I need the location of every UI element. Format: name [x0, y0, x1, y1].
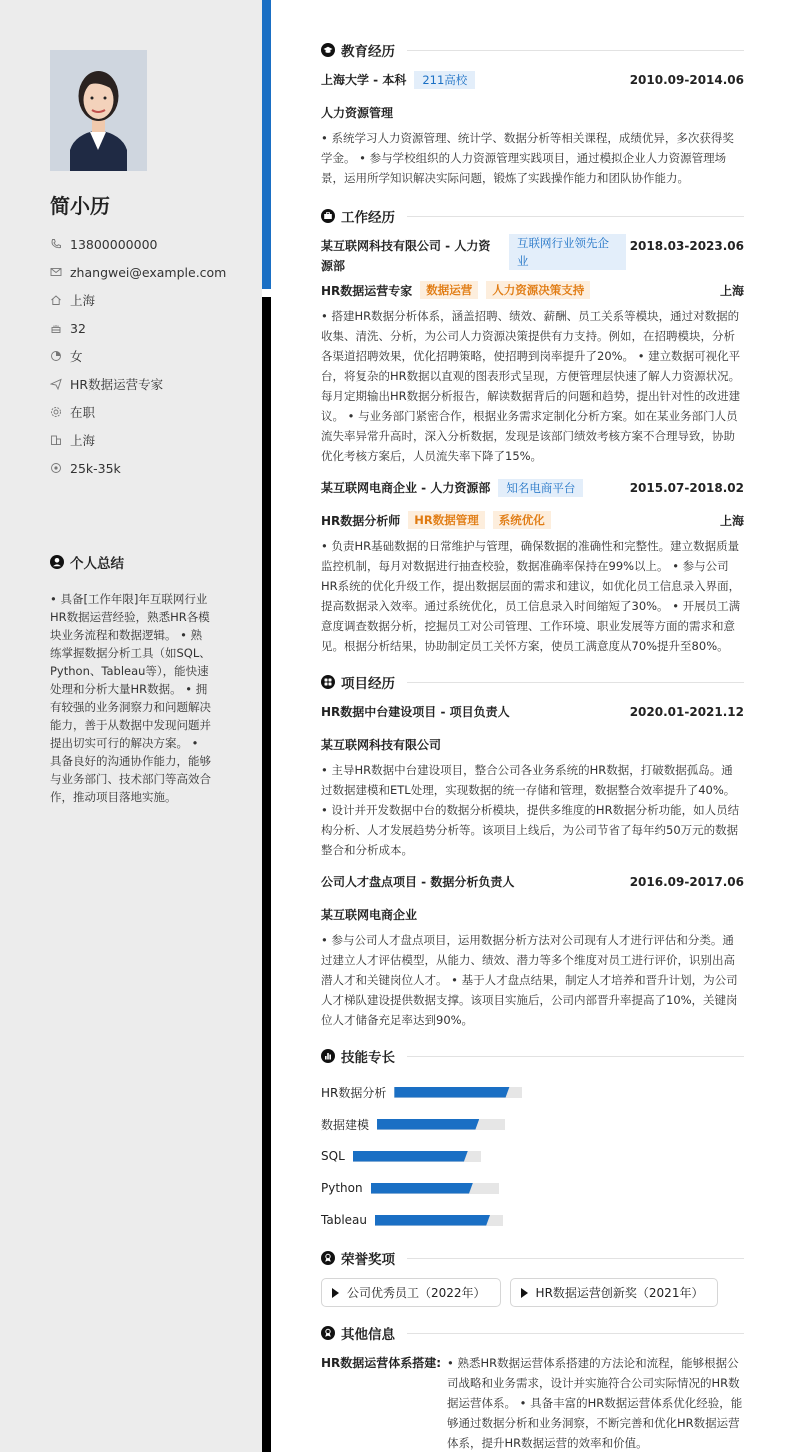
work-date: 2018.03-2023.06 [629, 239, 744, 253]
info-age [50, 314, 226, 342]
summary-text: • 具备[工作年限]年互联网行业HR数据运营经验，熟悉HR各模块业务流程和数据逻辑。 • 熟练掌握数据分析工具（如SQL、Python、Tableau等），能快速处理和分析大量HR数据。 • 拥有较强的业务洞察力和问题解决能力，善于从数据中发现问题并提出切实可行的解决方案。 • 具备良好的沟通协作能力，能够与业务部门、技术部门等高效合作，推动项目落地实施。 [50, 592, 211, 804]
projects-title: 项目经历 [341, 676, 395, 692]
info-phone-text: 13800000000 [70, 236, 158, 252]
skill-bar [371, 1183, 499, 1194]
project-name: 公司人才盘点项目 - 数据分析负责人 [321, 875, 515, 889]
skill-bar-fill [353, 1151, 468, 1162]
position-icon [50, 378, 62, 390]
skill-item [321, 1204, 538, 1236]
project-org: 某互联网科技有限公司 [321, 737, 442, 752]
education-desc: • 系统学习人力资源管理、统计学、数据分析等相关课程，成绩优异，多次获得奖学金。 • 参与学校组织的人力资源管理实践项目，通过模拟企业人力资源管理场景，运用所学知识解决实际问题，锻炼了实践操作能力和团队协作能力。 [321, 131, 734, 185]
honor-text: 公司优秀员工（2022年） [347, 1286, 486, 1300]
honors-title: 荣誉奖项 [341, 1252, 395, 1268]
project-org: 某互联网电商企业 [321, 907, 418, 922]
section-rule [407, 216, 744, 217]
major: 人力资源管理 [321, 105, 394, 120]
skill-bar-fill [394, 1087, 509, 1098]
info-home [50, 286, 226, 314]
education-entry [321, 70, 744, 188]
education-title: 教育经历 [341, 44, 395, 60]
honors-list [321, 1278, 744, 1307]
info-gender [50, 342, 226, 370]
education-heading [321, 36, 744, 64]
project-date: 2016.09-2017.06 [629, 875, 744, 889]
info-city-text: 上海 [70, 433, 96, 448]
other-label: HR数据运营体系搭建: [321, 1356, 442, 1370]
job-location: 上海 [719, 513, 744, 528]
person-icon [50, 555, 64, 569]
home-icon [50, 294, 62, 306]
work-entry [321, 236, 744, 466]
skills-title: 技能专长 [341, 1050, 395, 1066]
award-icon [321, 1326, 335, 1340]
honor-item [510, 1278, 719, 1307]
other-info [321, 1353, 744, 1452]
skill-item [321, 1076, 538, 1108]
skill-name: HR数据分析 [321, 1085, 387, 1100]
skill-name: SQL [321, 1149, 345, 1163]
company-tag: 互联网行业领先企业 [509, 234, 626, 270]
section-rule [407, 50, 744, 51]
skill-bar [377, 1119, 505, 1130]
honors-heading [321, 1244, 744, 1272]
info-city [50, 426, 226, 454]
info-phone [50, 230, 226, 258]
work-date: 2015.07-2018.02 [629, 481, 744, 495]
profile-photo [50, 50, 147, 171]
age-icon [50, 322, 62, 334]
project-entry [321, 872, 744, 1030]
info-status [50, 398, 226, 426]
info-email [50, 258, 226, 286]
skill-name: 数据建模 [321, 1117, 370, 1132]
company-tag: 知名电商平台 [498, 479, 583, 497]
sidebar [0, 0, 262, 1452]
info-salary-text: 25k-35k [70, 460, 121, 476]
divider-bar-black [262, 297, 271, 1452]
project-entry [321, 702, 744, 860]
section-rule [407, 1333, 744, 1334]
projects-heading [321, 668, 744, 696]
work-heading [321, 202, 744, 230]
status-icon [50, 406, 62, 418]
company-name: 某互联网电商企业 - 人力资源部 [321, 481, 491, 495]
skill-tag: HR数据管理 [408, 511, 484, 529]
city-icon [50, 434, 62, 446]
skill-item [321, 1172, 538, 1204]
summary-heading [50, 552, 124, 572]
skill-bar [375, 1215, 503, 1226]
job-role: HR数据分析师 [321, 513, 401, 528]
salary-icon [50, 462, 62, 474]
school-tag: 211高校 [414, 71, 475, 89]
other-title: 其他信息 [341, 1327, 395, 1343]
skills-list [321, 1076, 744, 1236]
skill-item [321, 1108, 538, 1140]
section-rule [407, 1056, 744, 1057]
play-icon [332, 1288, 339, 1298]
contact-info-list [50, 230, 226, 482]
school-name: 上海大学 - 本科 [321, 73, 407, 87]
divider-bar-blue [262, 0, 271, 289]
skill-tag: 数据运营 [420, 281, 478, 299]
other-heading [321, 1319, 744, 1347]
skill-bar-fill [371, 1183, 473, 1194]
play-icon [521, 1288, 528, 1298]
award-icon [321, 1251, 335, 1265]
skill-tag: 系统优化 [493, 511, 551, 529]
company-name: 某互联网科技有限公司 - 人力资源部 [321, 239, 491, 273]
summary-title: 个人总结 [70, 556, 124, 572]
email-icon [50, 266, 62, 278]
section-rule [407, 682, 744, 683]
main-content [321, 36, 744, 1452]
info-status-text: 在职 [70, 405, 96, 420]
other-text: • 熟悉HR数据运营体系搭建的方法论和流程，能够根据公司战略和业务需求，设计并实施符合公司实际情况的HR数据运营体系。 • 具备丰富的HR数据运营体系优化经验，能够通过数据分析和业务洞察，不断完善和优化HR数据运营体系，提升HR数据运营的效率和价值。 [447, 1356, 743, 1450]
skill-bar-fill [377, 1119, 479, 1130]
section-rule [407, 1258, 744, 1259]
skill-item [321, 1140, 538, 1172]
work-desc: • 搭建HR数据分析体系，涵盖招聘、绩效、薪酬、员工关系等模块，通过对数据的收集、清洗、分析，为公司人力资源决策提供有力支持。例如，在招聘模块，分析各渠道招聘效果，优化招聘策略，使招聘到岗率提升了20%。 • 建立数据可视化平台，将复杂的HR数据以直观的图表形式呈现，方便管理层快速了解人力资源状况。每月定期输出HR数据分析报告，解读数据背后的问题和趋势，提出针对性的改进建议。 • 与业务部门紧密合作，根据业务需求定制化分析方案。如在某业务部门人员流失率异常升高时，深入分析数据，发现是该部门绩效考核方案不合理导致，协助优化考核方案后，人员流失率下降了15%。 [321, 309, 741, 463]
skill-bar [394, 1087, 522, 1098]
bar-chart-icon [321, 1049, 335, 1063]
info-age-text: 32 [70, 320, 86, 336]
project-desc: • 主导HR数据中台建设项目，整合公司各业务系统的HR数据，打破数据孤岛。通过数据建模和ETL处理，实现数据的统一存储和管理，数据整合效率提升了40%。 • 设计并开发数据中台的数据分析模块，提供多维度的HR数据分析功能，如人员结构分析、人才发展趋势分析等。该项目上线后，为公司节省了每年约50万元的数据整合和分析成本。 [321, 763, 740, 857]
info-salary [50, 454, 226, 482]
education-date: 2010.09-2014.06 [629, 73, 744, 87]
phone-icon [50, 238, 62, 250]
info-gender-text: 女 [70, 349, 83, 364]
gender-icon [50, 350, 62, 362]
candidate-name: 简小历 [50, 194, 110, 218]
info-position [50, 370, 226, 398]
skill-name: Python [321, 1181, 363, 1195]
work-entry [321, 478, 744, 656]
work-title: 工作经历 [341, 210, 395, 226]
info-home-text: 上海 [70, 293, 96, 308]
skill-bar-fill [375, 1215, 490, 1226]
job-role: HR数据运营专家 [321, 283, 413, 298]
project-desc: • 参与公司人才盘点项目，运用数据分析方法对公司现有人才进行评估和分类。通过建立人才评估模型，从能力、绩效、潜力等多个维度对员工进行评价，识别出高潜人才和关键岗位人才。 • 基于人才盘点结果，制定人才培养和晋升计划，为公司人才梯队建设提供数据支撑。该项目实施后，公司内部晋升率提高了10%，关键岗位人才储备充足率达到90%。 [321, 933, 738, 1027]
info-email-text: zhangwei@example.com [70, 264, 227, 280]
skill-tag: 人力资源决策支持 [486, 281, 590, 299]
honor-text: HR数据运营创新奖（2021年） [535, 1286, 704, 1300]
honor-item [321, 1278, 501, 1307]
briefcase-icon [321, 209, 335, 223]
graduation-cap-icon [321, 43, 335, 57]
project-date: 2020.01-2021.12 [629, 705, 744, 719]
skill-name: Tableau [321, 1213, 367, 1227]
job-location: 上海 [719, 283, 744, 298]
grid-icon [321, 675, 335, 689]
skill-bar [353, 1151, 481, 1162]
info-position-text: HR数据运营专家 [70, 377, 164, 392]
project-name: HR数据中台建设项目 - 项目负责人 [321, 705, 510, 719]
skills-heading [321, 1042, 744, 1070]
work-desc: • 负责HR基础数据的日常维护与管理，确保数据的准确性和完整性。建立数据质量监控机制，每月对数据进行抽查校验，数据准确率保持在99%以上。 • 参与公司HR系统的优化升级工作，提出数据层面的需求和建议，如优化员工信息录入界面，提高数据录入效率。通过系统优化，员工信息录入时间缩短了30%。 • 开展员工满意度调查数据分析，挖掘员工对公司管理、工作环境、职业发展等方面的需求和意见。根据分析结果，协助制定员工关怀方案，使员工满意度从70%提升至80%。 [321, 539, 741, 653]
